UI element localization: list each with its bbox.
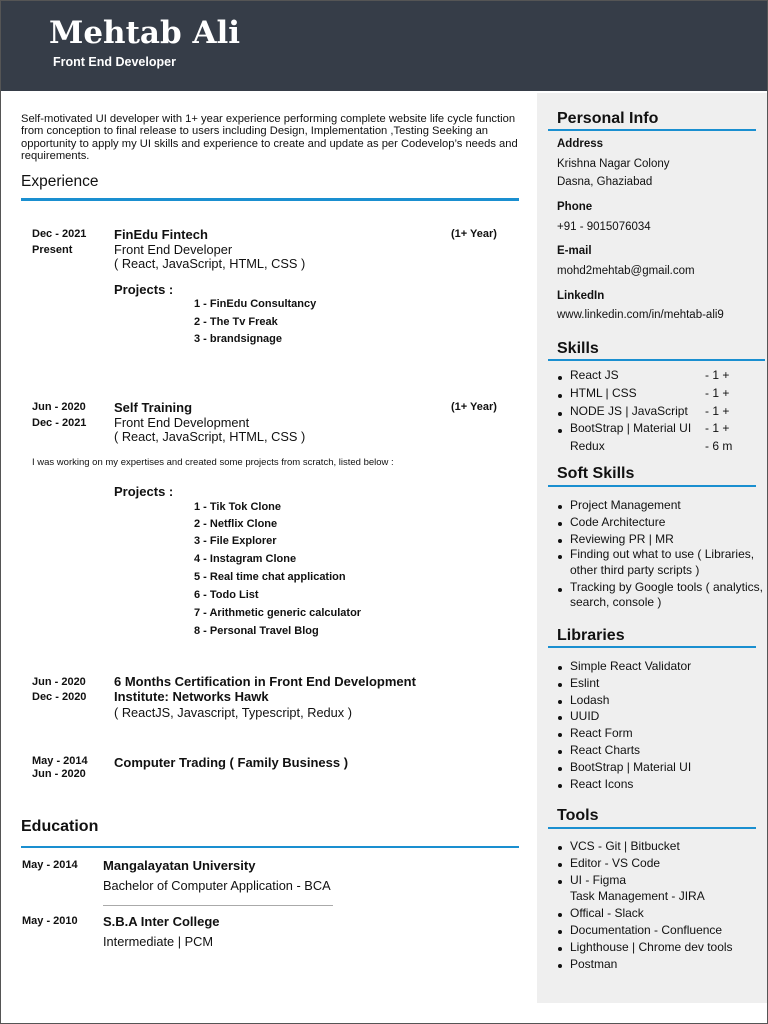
tools-rule [548, 827, 756, 829]
skill-item [549, 438, 763, 456]
summary-text: Self-motivated UI developer with 1+ year experience performing complete website life cycle function from conception to final release to users including Design, Implementation ,Testing Seeking an opportunity to apply my UI skills and experience to create and update as per Codevelop’s needs and requirements. [21, 113, 518, 163]
education-heading: Education [21, 818, 99, 835]
resume-header [1, 1, 767, 91]
skills-list [549, 367, 763, 456]
edu-school: Mangalayatan University [103, 858, 256, 873]
exp-date-to: Dec - 2021 [32, 417, 87, 429]
exp-duration: (1+ Year) [451, 401, 497, 413]
project-item: 6 - Todo List [194, 589, 259, 601]
phone-value: +91 - 9015076034 [557, 221, 651, 233]
exp-tech: ( React, JavaScript, HTML, CSS ) [114, 429, 306, 444]
linkedin-value: www.linkedin.com/in/mehtab-ali9 [557, 309, 724, 321]
personal-info-heading: Personal Info [557, 110, 659, 127]
exp-duration: (1+ Year) [451, 228, 497, 240]
soft-skill-item: Tracking by Google tools ( analytics, search, console ) [549, 580, 765, 612]
skill-level: - 6 m [705, 439, 733, 454]
exp-role: Front End Development [114, 415, 250, 430]
soft-skill-item: Code Architecture [549, 514, 765, 531]
exp-projects-label: Projects : [114, 484, 174, 499]
project-item: 5 - Real time chat application [194, 571, 346, 583]
personal-info-rule [548, 129, 756, 131]
tools-list [549, 838, 757, 972]
skills-heading: Skills [557, 340, 599, 357]
project-item: 3 - brandsignage [194, 333, 283, 345]
libraries-heading: Libraries [557, 627, 625, 644]
library-item: Lodash [549, 692, 757, 709]
exp-institute: Institute: Networks Hawk [114, 689, 269, 704]
skill-level: - 1 + [705, 403, 730, 418]
library-item: React Form [549, 725, 757, 742]
tool-item: Lighthouse | Chrome dev tools [549, 939, 757, 956]
library-item: Eslint [549, 675, 757, 692]
libraries-rule [548, 646, 756, 648]
exp-date-to: Dec - 2020 [32, 691, 87, 703]
soft-skill-item: Reviewing PR | MR [549, 531, 765, 548]
exp-projects-label: Projects : [114, 282, 174, 297]
address-line: Dasna, Ghaziabad [557, 176, 653, 188]
tool-item: VCS - Git | Bitbucket [549, 838, 757, 855]
skills-rule [548, 359, 765, 361]
candidate-role: Front End Developer [53, 55, 176, 69]
exp-company: 6 Months Certification in Front End Development [114, 674, 416, 689]
exp-date-to: Present [32, 244, 73, 256]
tool-item: Task Management - JIRA [570, 889, 705, 904]
project-item: 2 - Netflix Clone [194, 518, 278, 530]
project-item: 2 - The Tv Freak [194, 316, 278, 328]
education-rule [21, 846, 519, 848]
skill-name: BootStrap | Material UI [570, 421, 692, 436]
skill-level: - 1 + [705, 421, 730, 436]
library-item: React Charts [549, 742, 757, 759]
project-item: 7 - Arithmetic generic calculator [194, 607, 362, 619]
exp-company: FinEdu Fintech [114, 227, 208, 242]
edu-degree: Intermediate | PCM [103, 934, 214, 949]
exp-date-from: May - 2014 [32, 755, 88, 767]
exp-company: Self Training [114, 400, 193, 415]
project-item: 4 - Instagram Clone [194, 553, 297, 565]
project-item: 1 - Tik Tok Clone [194, 501, 281, 513]
address-label: Address [557, 138, 604, 150]
skill-name: React JS [570, 368, 619, 382]
exp-tech: ( ReactJS, Javascript, Typescript, Redux ) [114, 705, 353, 720]
exp-date-to: Jun - 2020 [32, 768, 86, 780]
tool-item: Postman [549, 956, 757, 973]
email-label: E-mail [557, 245, 592, 257]
candidate-name: Mehtab Ali [49, 15, 241, 51]
skill-name: NODE JS | JavaScript [570, 403, 688, 418]
skill-item [549, 367, 763, 385]
experience-heading: Experience [21, 173, 99, 190]
project-item: 1 - FinEdu Consultancy [194, 298, 317, 310]
exp-note: I was working on my expertises and created some projects from scratch, listed below : [32, 457, 394, 468]
tool-item: Offical - Slack [549, 905, 757, 922]
library-item: React Icons [549, 776, 757, 793]
exp-role: Front End Developer [114, 242, 233, 257]
edu-date: May - 2014 [22, 859, 78, 871]
exp-date-from: Dec - 2021 [32, 228, 87, 240]
library-item: UUID [549, 708, 757, 725]
address-line: Krishna Nagar Colony [557, 158, 670, 170]
tool-item: Editor - VS Code [549, 855, 757, 872]
edu-divider [103, 905, 333, 906]
libraries-list [549, 658, 757, 792]
soft-skills-list [549, 497, 765, 612]
skill-item [549, 385, 763, 403]
soft-skills-rule [548, 485, 756, 487]
tools-heading: Tools [557, 807, 599, 824]
skill-item [549, 403, 763, 421]
project-item: 8 - Personal Travel Blog [194, 625, 319, 637]
experience-rule [21, 198, 519, 201]
exp-company: Computer Trading ( Family Business ) [114, 755, 349, 770]
edu-date: May - 2010 [22, 915, 78, 927]
exp-tech: ( React, JavaScript, HTML, CSS ) [114, 256, 306, 271]
phone-label: Phone [557, 201, 593, 213]
tool-item: Documentation - Confluence [549, 922, 757, 939]
project-item: 3 - File Explorer [194, 535, 277, 547]
tool-item: UI - Figma [549, 872, 757, 889]
library-item: Simple React Validator [549, 658, 757, 675]
soft-skill-item: Project Management [549, 497, 765, 514]
edu-degree: Bachelor of Computer Application - BCA [103, 878, 331, 893]
skill-item [549, 420, 763, 438]
exp-date-from: Jun - 2020 [32, 676, 86, 688]
skill-level: - 1 + [705, 385, 730, 400]
skill-level: - 1 + [705, 368, 730, 382]
linkedin-label: LinkedIn [557, 290, 605, 302]
soft-skills-heading: Soft Skills [557, 465, 635, 482]
library-item: BootStrap | Material UI [549, 759, 757, 776]
exp-date-from: Jun - 2020 [32, 401, 86, 413]
skill-name: HTML | CSS [570, 385, 637, 400]
skill-name: Redux [570, 439, 605, 454]
edu-school: S.B.A Inter College [103, 914, 220, 929]
email-value: mohd2mehtab@gmail.com [557, 265, 695, 277]
soft-skill-item: Finding out what to use ( Libraries, other third party scripts ) [549, 547, 765, 579]
